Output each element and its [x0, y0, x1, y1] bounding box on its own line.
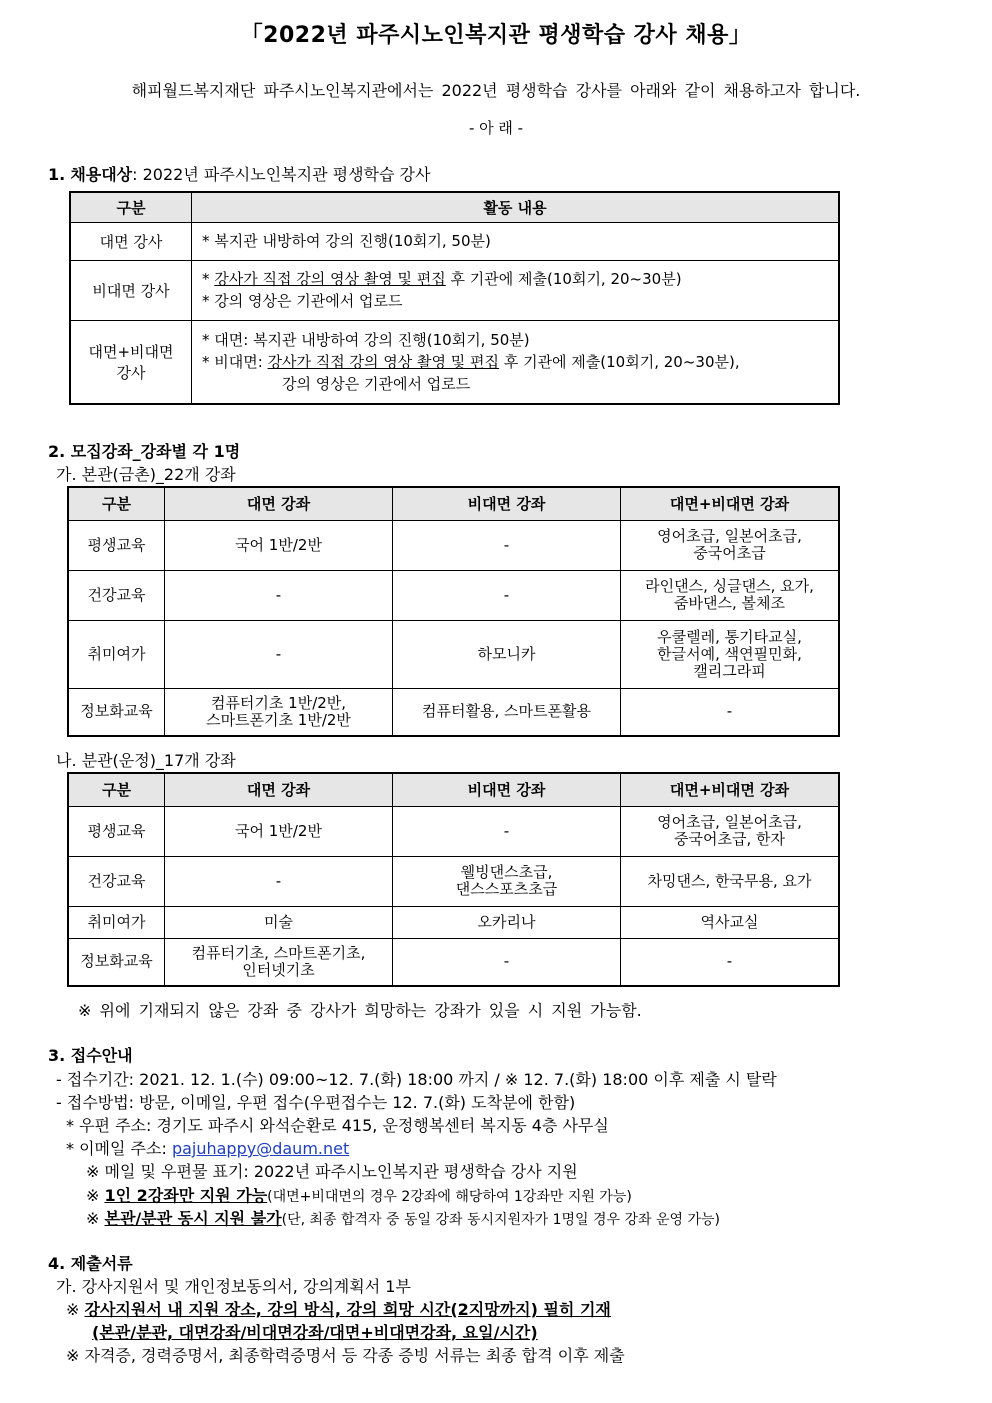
table-header: 구분 — [68, 773, 165, 806]
table-row — [68, 620, 839, 688]
recruit-target-table — [69, 191, 840, 405]
text: 웰빙댄스초급, — [460, 863, 553, 881]
section-3-heading: 3. 접수안내 — [48, 1046, 133, 1065]
text: 강사 — [116, 363, 146, 382]
postal-address: * 우편 주소: 경기도 파주시 와석순환로 415, 운정행복센터 복지동 4층 사무실 — [66, 1116, 609, 1135]
table-cell — [192, 320, 840, 404]
receipt-period: - 접수기간: 2021. 12. 1.(수) 09:00~12. 7.(화) 18:00 까지 / ※ 12. 7.(화) 18:00 이후 제출 시 탈락 — [56, 1070, 777, 1089]
table-cell: 차밍댄스, 한국무용, 요가 — [621, 856, 840, 906]
intro-text: 해피월드복지재단 파주시노인복지관에서는 2022년 평생학습 강사를 아래와 같이 채용하고자 합니다. — [131, 81, 861, 100]
table-row — [68, 938, 839, 986]
one-person-note — [86, 1183, 632, 1206]
table-cell: - — [393, 520, 621, 570]
section-1-number: 1. — [48, 165, 66, 184]
text: 스마트폰기초 1반/2반 — [206, 710, 351, 729]
table-header: 활동 내용 — [192, 192, 840, 222]
table-cell: - — [165, 856, 393, 906]
table-cell: - — [393, 938, 621, 986]
section-divider-text: - 아 래 - — [468, 119, 524, 137]
table-row — [70, 222, 839, 260]
text: 영어초급, 일본어초급, — [657, 527, 802, 545]
section-4-heading: 4. 제출서류 — [48, 1254, 133, 1273]
table-header: 대면 강좌 — [165, 773, 393, 806]
table-row — [68, 688, 839, 736]
text: * 강의 영상은 기관에서 업로드 — [202, 292, 403, 310]
email-label: * 이메일 주소: — [66, 1139, 172, 1158]
table-header: 비대면 강좌 — [393, 487, 621, 520]
documents-note-1-cont — [92, 1320, 538, 1343]
text: 댄스스포츠초급 — [455, 880, 558, 898]
table-cell: - — [621, 688, 840, 736]
table-cell: - — [165, 620, 393, 688]
note-mark: ※ — [66, 1300, 85, 1319]
text: 캘리그라피 — [693, 661, 766, 680]
text: 인터넷기초 — [242, 960, 315, 979]
table-cell: 건강교육 — [68, 856, 165, 906]
table-row — [68, 906, 839, 938]
table-row — [70, 320, 839, 404]
bold-underlined-text: (본관/분관, 대면강좌/비대면강좌/대면+비대면강좌, 요일/시간) — [92, 1323, 538, 1342]
mail-marking-note: ※ 메일 및 우편물 표기: 2022년 파주시노인복지관 평생학습 강사 지원 — [86, 1162, 578, 1181]
table-cell: 평생교육 — [68, 520, 165, 570]
receipt-method: - 접수방법: 방문, 이메일, 우편 접수(우편접수는 12. 7.(화) 도착분에 한함) — [56, 1093, 576, 1112]
text: 중국어초급, 한자 — [674, 830, 785, 848]
email-line — [66, 1136, 349, 1159]
table-row — [70, 260, 839, 320]
table-cell — [621, 620, 840, 688]
text: 강의 영상은 기관에서 업로드 — [282, 374, 471, 393]
no-duplicate-note — [86, 1206, 720, 1229]
table-header: 비대면 강좌 — [393, 773, 621, 806]
table-row — [68, 806, 839, 856]
text: 후 기관에 제출(10회기, 20~30분), — [499, 352, 740, 371]
table-cell — [192, 260, 840, 320]
table-cell: 취미여가 — [68, 620, 165, 688]
text: 대면+비대면 — [88, 342, 174, 361]
table-cell: - — [165, 570, 393, 620]
table-cell: - — [621, 938, 840, 986]
section-1-label: 채용대상 — [70, 165, 133, 184]
table-row — [68, 570, 839, 620]
table-header: 대면+비대면 강좌 — [621, 487, 840, 520]
text: 우쿨렐레, 통기타교실, — [657, 627, 802, 646]
section-2-heading: 2. 모집강좌_강좌별 각 1명 — [48, 442, 241, 461]
text: 영어초급, 일본어초급, — [657, 813, 802, 831]
text: 컴퓨터기초, 스마트폰기초, — [191, 943, 366, 962]
table-cell: 컴퓨터활용, 스마트폰활용 — [393, 688, 621, 736]
table-cell: 역사교실 — [621, 906, 840, 938]
subsection-b-heading: 나. 분관(운정)_17개 강좌 — [56, 751, 236, 770]
table-cell — [70, 320, 192, 404]
table-cell — [165, 688, 393, 736]
table-cell — [621, 806, 840, 856]
text: 컴퓨터기초 1반/2반, — [210, 693, 347, 712]
table-cell: 국어 1반/2반 — [165, 520, 393, 570]
table-cell: 비대면 강사 — [70, 260, 192, 320]
table-header: 대면 강좌 — [165, 487, 393, 520]
bold-underlined-text: 1인 2강좌만 지원 가능 — [104, 1186, 268, 1205]
text: (단, 최종 합격자 중 동일 강좌 동시지원자가 1명일 경우 강좌 운영 가능) — [281, 1212, 721, 1228]
text: * 비대면: — [202, 352, 268, 371]
table-row — [68, 856, 839, 906]
table-cell: 국어 1반/2반 — [165, 806, 393, 856]
table-cell: 정보화교육 — [68, 938, 165, 986]
email-link[interactable]: pajuhappy@daum.net — [171, 1139, 350, 1158]
table-cell: - — [393, 806, 621, 856]
documents-note-1 — [66, 1297, 611, 1320]
table-header: 구분 — [68, 487, 165, 520]
note-mark: ※ — [86, 1209, 105, 1228]
text: (대면+비대면의 경우 2강좌에 해당하여 1강좌만 지원 가능) — [267, 1189, 632, 1205]
text: 중국어초급 — [693, 544, 766, 562]
table-cell: 오카리나 — [393, 906, 621, 938]
section-1-heading — [48, 162, 430, 185]
table-cell: * 복지관 내방하여 강의 진행(10회기, 50분) — [192, 222, 840, 260]
section-2-note: ※ 위에 기재되지 않은 강좌 중 강사가 희망하는 강좌가 있을 시 지원 가능함. — [78, 1001, 642, 1020]
section-1-text: : 2022년 파주시노인복지관 평생학습 강사 — [132, 165, 431, 184]
table-header: 구분 — [70, 192, 192, 222]
page-title: 「2022년 파주시노인복지관 평생학습 강사 채용」 — [240, 23, 752, 48]
text: 후 기관에 제출(10회기, 20~30분) — [445, 270, 682, 288]
table-cell: 하모니카 — [393, 620, 621, 688]
main-branch-table — [67, 486, 840, 737]
documents-note-2: ※ 자격증, 경력증명서, 최종학력증명서 등 각종 증빙 서류는 최종 합격 이후 제출 — [66, 1346, 625, 1365]
bold-underlined-text: 본관/분관 동시 지원 불가 — [104, 1209, 282, 1228]
table-cell: 취미여가 — [68, 906, 165, 938]
table-cell — [621, 570, 840, 620]
table-row — [68, 520, 839, 570]
text: * 대면: 복지관 내방하여 강의 진행(10회기, 50분) — [202, 330, 530, 349]
text: 줌바댄스, 볼체조 — [674, 594, 785, 612]
table-cell: 건강교육 — [68, 570, 165, 620]
text: 한글서예, 색연필민화, — [657, 644, 802, 663]
table-cell — [165, 938, 393, 986]
bold-underlined-text: 강사지원서 내 지원 장소, 강의 방식, 강의 희망 시간(2지망까지) 필히 기재 — [84, 1300, 611, 1319]
table-cell: 정보화교육 — [68, 688, 165, 736]
bullet: * — [202, 270, 215, 288]
underlined-text: 강사가 직접 강의 영상 촬영 및 편집 — [267, 352, 500, 371]
table-header: 대면+비대면 강좌 — [621, 773, 840, 806]
table-cell: 미술 — [165, 906, 393, 938]
table-cell: 평생교육 — [68, 806, 165, 856]
table-cell — [621, 520, 840, 570]
text: 라인댄스, 싱글댄스, 요가, — [645, 577, 814, 595]
branch-table — [67, 772, 840, 987]
table-cell — [393, 856, 621, 906]
documents-list: 가. 강사지원서 및 개인정보동의서, 강의계획서 1부 — [56, 1277, 411, 1296]
subsection-a-heading: 가. 본관(금촌)_22개 강좌 — [56, 465, 236, 484]
table-cell: 대면 강사 — [70, 222, 192, 260]
table-cell: - — [393, 570, 621, 620]
note-mark: ※ — [86, 1186, 105, 1205]
underlined-text: 강사가 직접 강의 영상 촬영 및 편집 — [214, 270, 446, 288]
